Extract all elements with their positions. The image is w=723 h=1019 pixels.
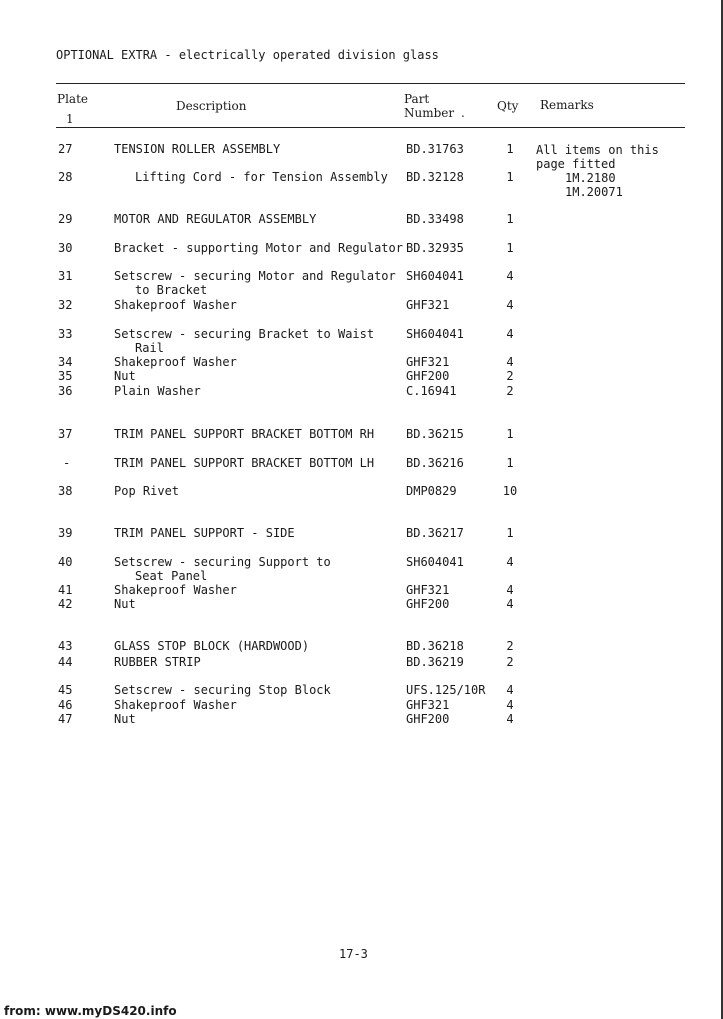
- row-part-number: GHF321: [406, 355, 450, 369]
- row-qty: 4: [506, 298, 514, 312]
- row-description: TENSION ROLLER ASSEMBLY: [114, 142, 281, 156]
- row-qty: 4: [506, 597, 514, 611]
- row-part-number: BD.36216: [406, 456, 464, 470]
- header-top-rule: [56, 83, 685, 84]
- row-description: Nut: [114, 369, 136, 383]
- row-plate: 35: [58, 369, 73, 383]
- header-bottom-rule: [56, 127, 685, 128]
- row-qty: 4: [506, 712, 514, 726]
- row-part-number: UFS.125/10R: [406, 683, 486, 697]
- row-qty: 1: [506, 241, 514, 255]
- row-part-number: GHF321: [406, 298, 450, 312]
- row-qty: 4: [506, 327, 514, 341]
- row-description: GLASS STOP BLOCK (HARDWOOD): [114, 639, 310, 653]
- row-plate: 29: [58, 212, 73, 226]
- row-description: TRIM PANEL SUPPORT BRACKET BOTTOM LH: [114, 456, 375, 470]
- row-qty: 4: [506, 683, 514, 697]
- source-footer[interactable]: from: www.myDS420.info: [4, 1004, 177, 1018]
- row-plate: 30: [58, 241, 73, 255]
- header-plate-number: 1: [66, 112, 74, 126]
- row-plate: -: [63, 456, 71, 470]
- row-description: Lifting Cord - for Tension Assembly: [135, 170, 388, 184]
- row-description: Shakeproof Washer: [114, 298, 237, 312]
- row-description: Setscrew - securing Support to: [114, 555, 331, 569]
- row-plate: 28: [58, 170, 73, 184]
- row-qty: 2: [506, 655, 514, 669]
- row-plate: 36: [58, 384, 73, 398]
- row-description: Nut: [114, 712, 136, 726]
- row-plate: 37: [58, 427, 73, 441]
- row-plate: 38: [58, 484, 73, 498]
- header-description: Description: [176, 99, 247, 113]
- row-part-number: BD.31763: [406, 142, 464, 156]
- row-part-number: BD.36215: [406, 427, 464, 441]
- row-qty: 1: [506, 526, 514, 540]
- row-description: RUBBER STRIP: [114, 655, 201, 669]
- row-plate: 42: [58, 597, 73, 611]
- row-plate: 47: [58, 712, 73, 726]
- header-part: Part: [404, 92, 430, 106]
- row-qty: 4: [506, 555, 514, 569]
- row-plate: 32: [58, 298, 73, 312]
- row-description: Shakeproof Washer: [114, 355, 237, 369]
- row-part-number: DMP0829: [406, 484, 457, 498]
- row-description: Setscrew - securing Motor and Regulator: [114, 269, 396, 283]
- row-description: Pop Rivet: [114, 484, 180, 498]
- row-qty: 4: [506, 583, 514, 597]
- row-part-number: GHF321: [406, 583, 450, 597]
- row-qty: 10: [502, 484, 518, 498]
- row-qty: 1: [506, 456, 514, 470]
- row-part-number: GHF200: [406, 712, 450, 726]
- row-description: Nut: [114, 597, 136, 611]
- row-description: MOTOR AND REGULATOR ASSEMBLY: [114, 212, 317, 226]
- row-qty: 4: [506, 698, 514, 712]
- row-description: Shakeproof Washer: [114, 583, 237, 597]
- row-description: TRIM PANEL SUPPORT BRACKET BOTTOM RH: [114, 427, 375, 441]
- row-qty: 2: [506, 369, 514, 383]
- row-plate: 43: [58, 639, 73, 653]
- row-plate: 41: [58, 583, 73, 597]
- row-part-number: BD.36217: [406, 526, 464, 540]
- row-qty: 1: [506, 427, 514, 441]
- remarks-line-2: page fitted: [536, 157, 616, 171]
- row-qty: 1: [506, 212, 514, 226]
- page-title: OPTIONAL EXTRA - electrically operated division glass: [56, 48, 439, 62]
- row-description-continued: Seat Panel: [135, 569, 208, 583]
- row-plate: 44: [58, 655, 73, 669]
- row-description: Bracket - supporting Motor and Regulator: [114, 241, 403, 255]
- row-qty: 2: [506, 384, 514, 398]
- remarks-line-4: 1M.20071: [565, 185, 623, 199]
- row-description: Setscrew - securing Stop Block: [114, 683, 331, 697]
- row-plate: 39: [58, 526, 73, 540]
- remarks-line-3: 1M.2180: [565, 171, 616, 185]
- row-description: Plain Washer: [114, 384, 201, 398]
- row-plate: 34: [58, 355, 73, 369]
- row-part-number: SH604041: [406, 269, 464, 283]
- row-plate: 33: [58, 327, 73, 341]
- row-plate: 31: [58, 269, 73, 283]
- row-description: TRIM PANEL SUPPORT - SIDE: [114, 526, 295, 540]
- row-qty: 1: [506, 142, 514, 156]
- row-qty: 4: [506, 269, 514, 283]
- row-part-number: GHF200: [406, 369, 450, 383]
- row-qty: 4: [506, 355, 514, 369]
- row-part-number: BD.36218: [406, 639, 464, 653]
- row-plate: 45: [58, 683, 73, 697]
- remarks-line-1: All items on this: [536, 143, 659, 157]
- row-description-continued: to Bracket: [135, 283, 208, 297]
- header-number-dot: .: [461, 106, 465, 120]
- row-plate: 40: [58, 555, 73, 569]
- header-qty: Qty: [497, 99, 519, 113]
- row-description: Setscrew - securing Bracket to Waist: [114, 327, 375, 341]
- row-part-number: C.16941: [406, 384, 457, 398]
- row-part-number: BD.36219: [406, 655, 464, 669]
- row-part-number: BD.32935: [406, 241, 464, 255]
- row-description-continued: Rail: [135, 341, 164, 355]
- row-plate: 27: [58, 142, 73, 156]
- row-description: Shakeproof Washer: [114, 698, 237, 712]
- row-part-number: GHF200: [406, 597, 450, 611]
- header-plate: Plate: [57, 92, 88, 106]
- row-part-number: SH604041: [406, 555, 464, 569]
- row-part-number: BD.32128: [406, 170, 464, 184]
- header-number: Number: [404, 106, 455, 120]
- row-part-number: SH604041: [406, 327, 464, 341]
- row-qty: 2: [506, 639, 514, 653]
- row-plate: 46: [58, 698, 73, 712]
- row-part-number: BD.33498: [406, 212, 464, 226]
- header-remarks: Remarks: [540, 98, 594, 112]
- row-part-number: GHF321: [406, 698, 450, 712]
- row-qty: 1: [506, 170, 514, 184]
- page-number: 17-3: [339, 947, 368, 961]
